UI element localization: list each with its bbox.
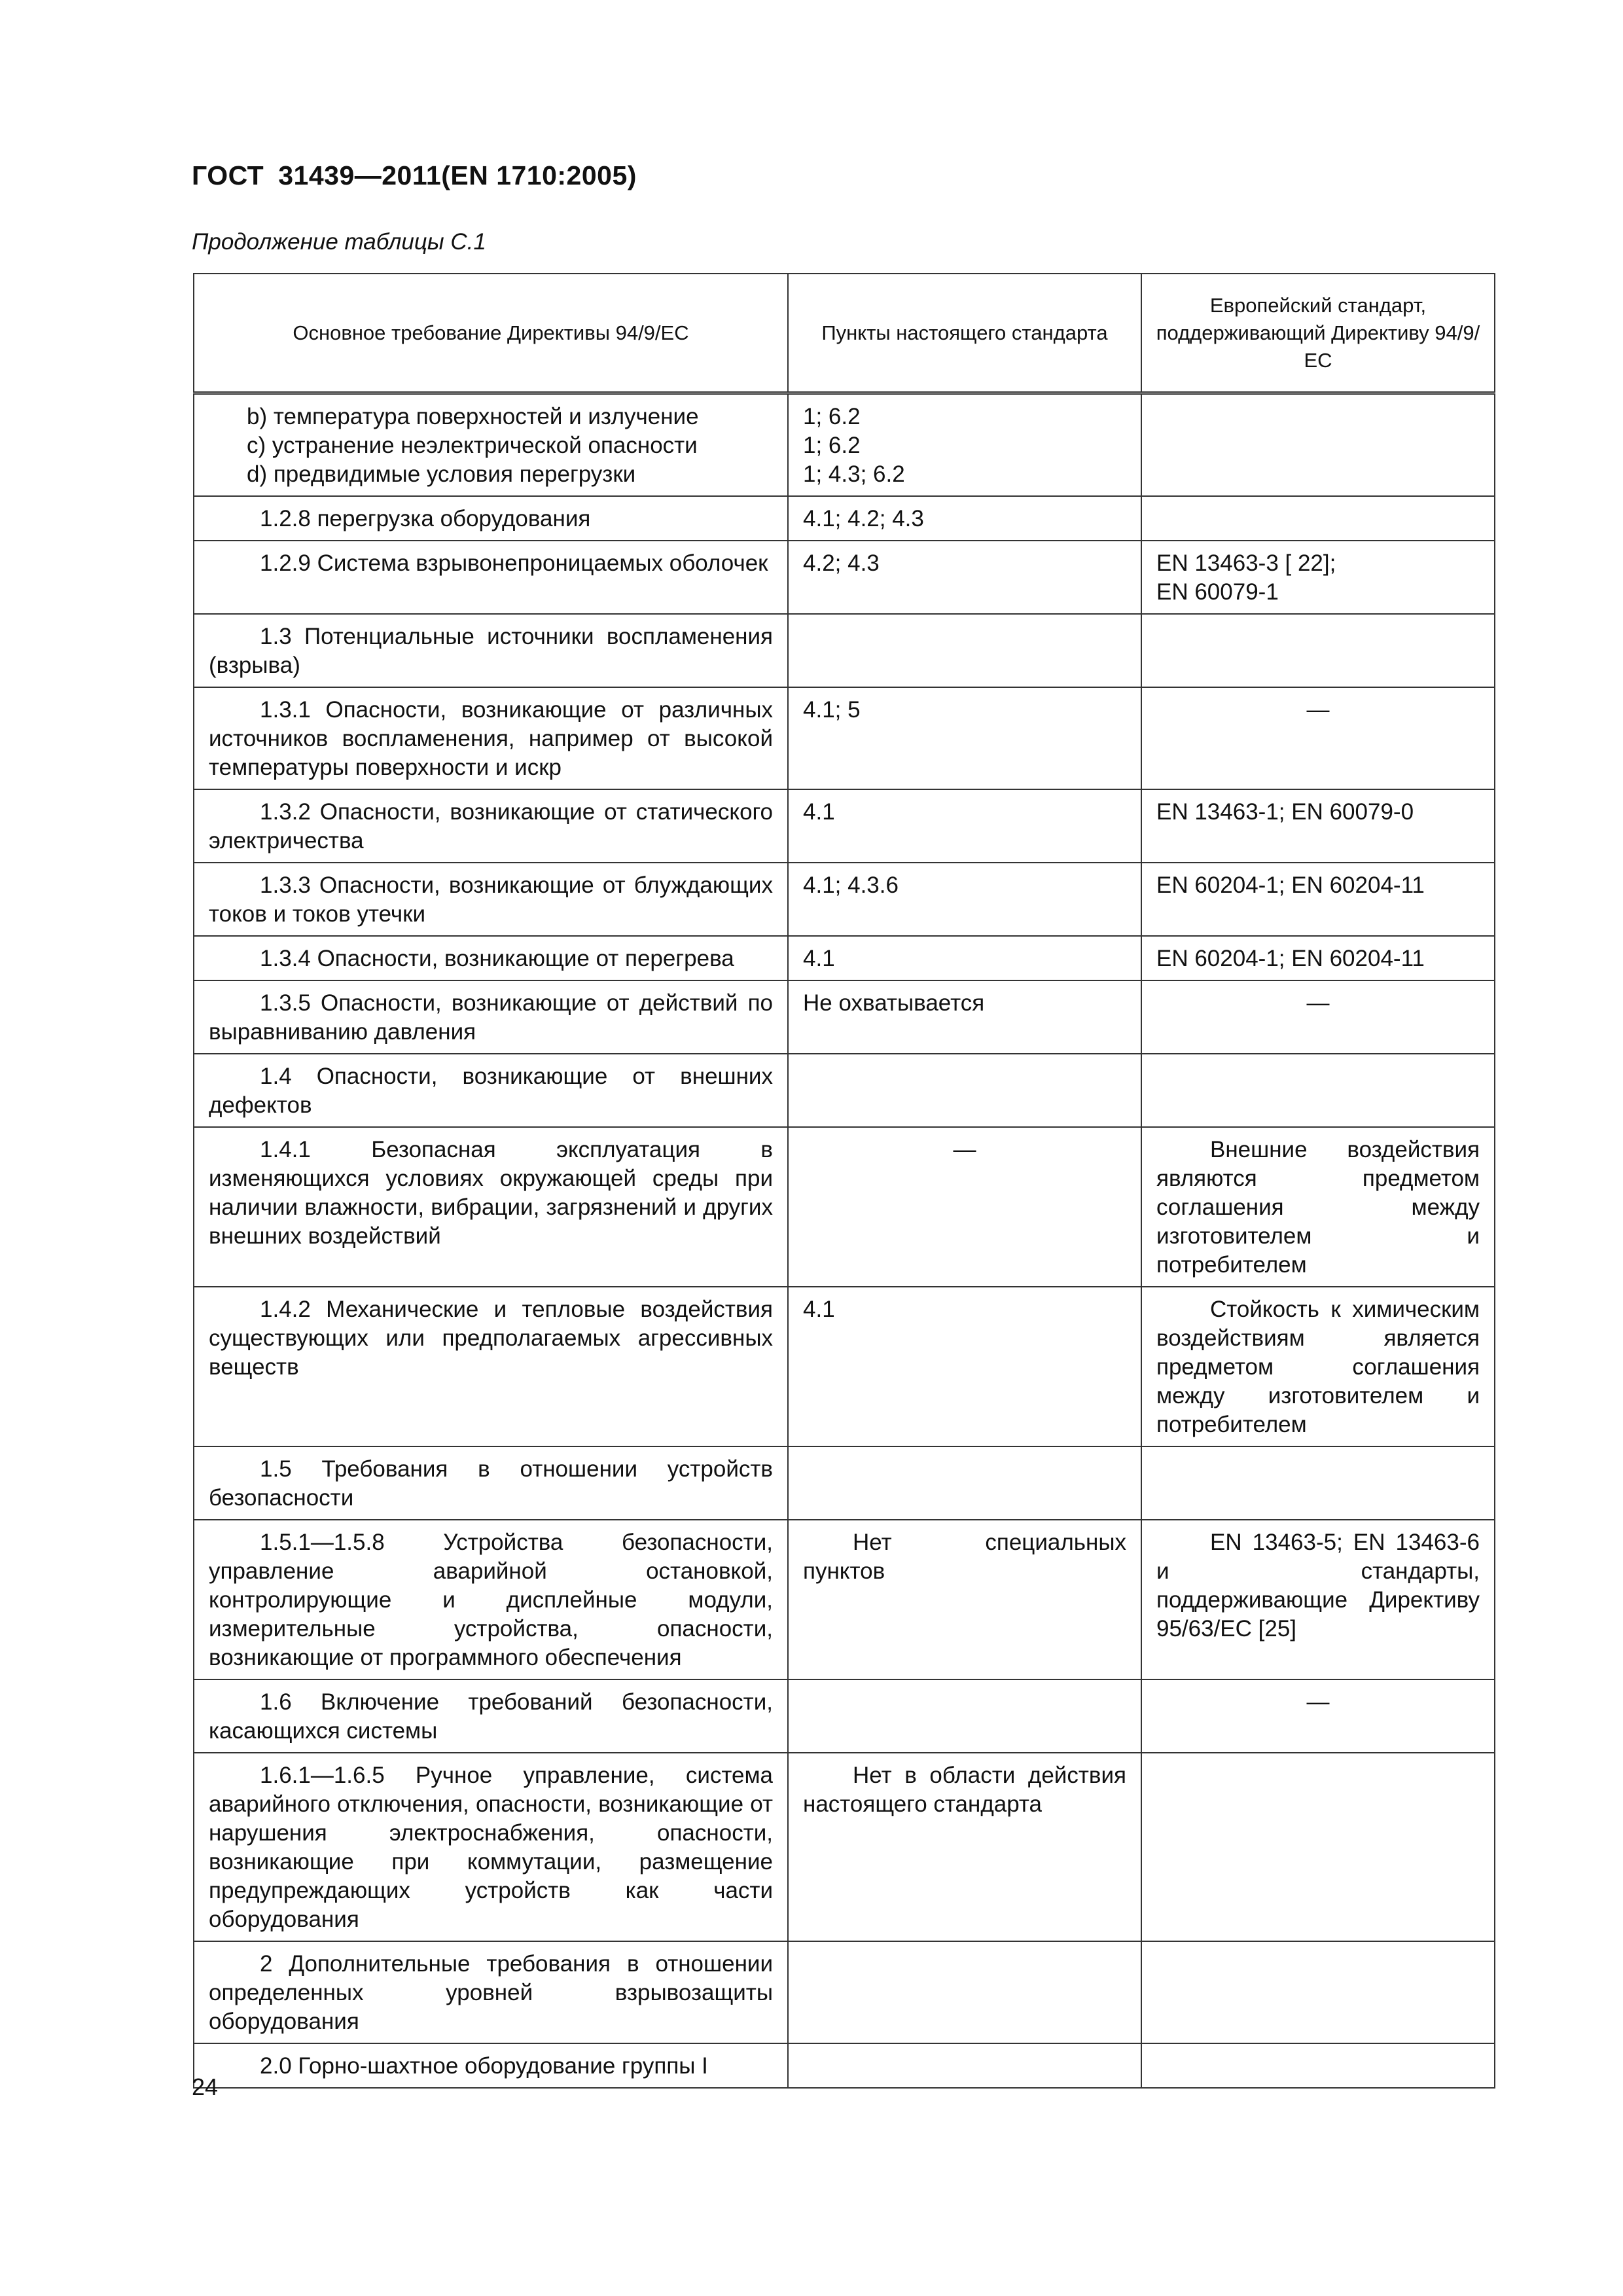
- requirement-cell: 2.0 Горно-шахтное оборудование группы I: [194, 2043, 788, 2088]
- requirement-cell: 1.4.2 Механические и тепловые воздействия существующих или предполагаемых агрессивных веществ: [194, 1287, 788, 1446]
- standard-cell: [1141, 614, 1495, 687]
- table-row: [194, 1753, 1495, 1941]
- column-header-european-standard: Европейский стандарт, поддерживающий Директиву 94/9/ЕС: [1141, 274, 1495, 393]
- table-row: [194, 1287, 1495, 1446]
- document-number: 31439—2011(EN 1710:2005): [278, 160, 637, 190]
- clause-cell: [788, 1941, 1141, 2043]
- standard-cell: —: [1141, 1679, 1495, 1753]
- requirement-line: d) предвидимые условия перегрузки: [247, 461, 636, 487]
- clause-cell: [788, 393, 1141, 497]
- requirement-cell: 1.3.2 Опасности, возникающие от статического электричества: [194, 789, 788, 863]
- standard-line: EN 13463-3 [ 22];: [1156, 550, 1336, 576]
- table-row: [194, 1679, 1495, 1753]
- requirements-table: [193, 273, 1495, 2089]
- table-row: [194, 980, 1495, 1054]
- clause-cell: 4.1: [788, 936, 1141, 980]
- clause-cell: 4.1; 4.3.6: [788, 863, 1141, 936]
- requirement-cell: 1.3.3 Опасности, возникающие от блуждающих токов и токов утечки: [194, 863, 788, 936]
- clause-line: 1; 6.2: [803, 433, 861, 458]
- requirement-cell: 1.6 Включение требований безопасности, касающихся системы: [194, 1679, 788, 1753]
- standard-cell: [1141, 1753, 1495, 1941]
- table-row: [194, 614, 1495, 687]
- requirement-cell: [194, 393, 788, 497]
- clause-cell: [788, 1446, 1141, 1520]
- clause-cell: 4.1: [788, 789, 1141, 863]
- clause-cell: 4.1: [788, 1287, 1141, 1446]
- clause-cell: [788, 1679, 1141, 1753]
- requirement-cell: 1.2.9 Система взрывонепроницаемых оболочек: [194, 541, 788, 614]
- clause-cell: [788, 2043, 1141, 2088]
- clause-cell: —: [788, 1127, 1141, 1287]
- standard-cell: [1141, 1054, 1495, 1127]
- clause-line: 1; 6.2: [803, 404, 861, 429]
- table-row: [194, 863, 1495, 936]
- requirement-cell: 2 Дополнительные требования в отношении определенных уровней взрывозащиты оборудования: [194, 1941, 788, 2043]
- standard-cell: [1141, 1941, 1495, 2043]
- standard-cell: EN 60204-1; EN 60204-11: [1141, 936, 1495, 980]
- clause-cell: 4.1; 4.2; 4.3: [788, 496, 1141, 541]
- standard-cell: [1141, 393, 1495, 497]
- requirement-line: b) температура поверхностей и излучение: [247, 404, 699, 429]
- standard-cell: [1141, 2043, 1495, 2088]
- table-row: [194, 789, 1495, 863]
- requirement-cell: 1.3.1 Опасности, возникающие от различных источников воспламенения, например от высокой температуры поверхности и искр: [194, 687, 788, 789]
- table-row: [194, 2043, 1495, 2088]
- standard-cell: Стойкость к химическим воздействиям является предметом соглашения между изготовителем и потребителем: [1141, 1287, 1495, 1446]
- document-code: ГОСТ: [192, 160, 264, 190]
- clause-cell: [788, 1054, 1141, 1127]
- requirement-cell: 1.5 Требования в отношении устройств безопасности: [194, 1446, 788, 1520]
- standard-cell: —: [1141, 687, 1495, 789]
- table-row: [194, 541, 1495, 614]
- clause-line: 1; 4.3; 6.2: [803, 461, 905, 487]
- requirement-cell: 1.5.1—1.5.8 Устройства безопасности, управление аварийной остановкой, контролирующие и дисплейные модули, измерительные устройства, опасности, возникающие от программного обеспечения: [194, 1520, 788, 1679]
- clause-cell: Не охватывается: [788, 980, 1141, 1054]
- standard-cell: Внешние воздействия являются предметом соглашения между изготовителем и потребителем: [1141, 1127, 1495, 1287]
- requirement-cell: 1.4 Опасности, возникающие от внешних дефектов: [194, 1054, 788, 1127]
- table-row: [194, 1520, 1495, 1679]
- page-number: 24: [192, 2073, 219, 2100]
- column-header-requirement: Основное требование Директивы 94/9/ЕС: [194, 274, 788, 393]
- table-row: [194, 936, 1495, 980]
- document-title: [192, 160, 637, 191]
- table-header: [194, 274, 1495, 393]
- standard-cell: [1141, 541, 1495, 614]
- table-row: [194, 393, 1495, 497]
- table-body: [194, 393, 1495, 2089]
- standard-cell: EN 60204-1; EN 60204-11: [1141, 863, 1495, 936]
- table-row: [194, 1127, 1495, 1287]
- standard-cell: [1141, 496, 1495, 541]
- clause-cell: Нет специальных пунктов: [788, 1520, 1141, 1679]
- requirement-cell: 1.3 Потенциальные источники воспламенения (взрыва): [194, 614, 788, 687]
- requirement-cell: 1.6.1—1.6.5 Ручное управление, система аварийного отключения, опасности, возникающие от нарушения электроснабжения, опасности, возникающие при коммутации, размещение предупреждающих устройств как части оборудования: [194, 1753, 788, 1941]
- table-row: [194, 1446, 1495, 1520]
- clause-cell: [788, 614, 1141, 687]
- standard-cell: [1141, 1446, 1495, 1520]
- table-row: [194, 1941, 1495, 2043]
- table-row: [194, 687, 1495, 789]
- requirement-cell: 1.3.4 Опасности, возникающие от перегрева: [194, 936, 788, 980]
- standard-cell: EN 13463-5; EN 13463-6 и стандарты, поддерживающие Директиву 95/63/ЕС [25]: [1141, 1520, 1495, 1679]
- requirement-cell: 1.2.8 перегрузка оборудования: [194, 496, 788, 541]
- table-continuation-caption: Продолжение таблицы С.1: [192, 229, 486, 255]
- table-row: [194, 496, 1495, 541]
- standard-line: EN 60079-1: [1156, 579, 1279, 605]
- column-header-clauses: Пункты настоящего стандарта: [788, 274, 1141, 393]
- clause-cell: 4.2; 4.3: [788, 541, 1141, 614]
- table-row: [194, 1054, 1495, 1127]
- table-header-row: [194, 274, 1495, 393]
- standard-cell: —: [1141, 980, 1495, 1054]
- clause-cell: Нет в области действия настоящего стандарта: [788, 1753, 1141, 1941]
- requirement-cell: 1.4.1 Безопасная эксплуатация в изменяющихся условиях окружающей среды при наличии влажности, вибрации, загрязнений и других внешних воздействий: [194, 1127, 788, 1287]
- clause-cell: 4.1; 5: [788, 687, 1141, 789]
- requirement-line: c) устранение неэлектрической опасности: [247, 433, 698, 458]
- standard-cell: EN 13463-1; EN 60079-0: [1141, 789, 1495, 863]
- requirement-cell: 1.3.5 Опасности, возникающие от действий по выравниванию давления: [194, 980, 788, 1054]
